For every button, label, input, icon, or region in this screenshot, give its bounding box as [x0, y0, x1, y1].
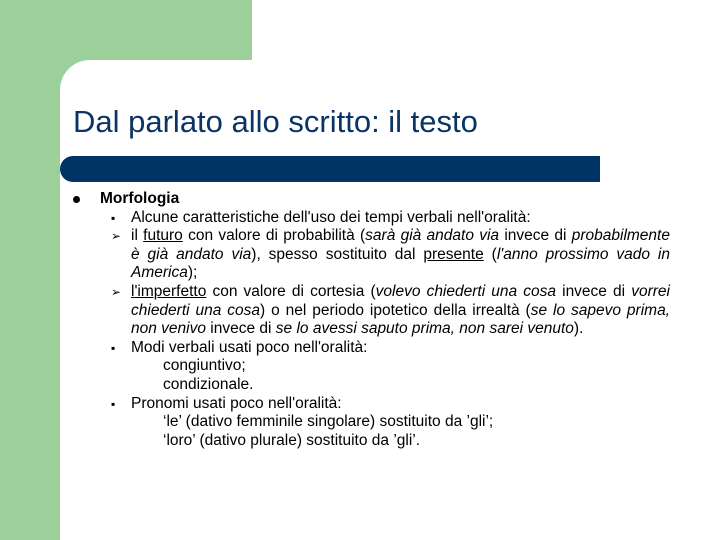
- slide-title: Dal parlato allo scritto: il testo: [73, 104, 478, 139]
- arrow-bullet-icon: [111, 283, 121, 303]
- underlined-term: l'imperfetto: [131, 282, 207, 300]
- arrow-bullet-icon: [111, 227, 121, 247]
- list-item-tempi: [60, 209, 670, 228]
- text-segment: ) o nel periodo ipotetico della irrealtà (: [260, 301, 531, 319]
- square-bullet-icon: [111, 339, 115, 359]
- underlined-term: futuro: [143, 227, 183, 245]
- square-bullet-icon: [111, 209, 115, 229]
- text-segment: invece di: [499, 227, 572, 245]
- italic-example: l'anno prossimo vado in America: [131, 245, 671, 282]
- heading-item: [60, 190, 670, 209]
- text-segment: invece di: [205, 320, 276, 338]
- title-underline-bar: [60, 156, 600, 182]
- list-item-pronomi: [60, 395, 670, 414]
- text-segment: invece di: [556, 282, 632, 300]
- heading-text: Morfologia: [100, 190, 180, 207]
- list-item-text: Modi verbali usati poco nell'oralità:: [131, 338, 368, 356]
- italic-example: se lo sapevo prima, non venivo: [131, 301, 670, 338]
- sub-line: condizionale.: [163, 375, 254, 393]
- sub-line: ‘le’ (dativo femminile singolare) sostituito da ’gli’;: [163, 413, 494, 431]
- italic-example: volevo chiederti una cosa: [375, 282, 556, 300]
- text-segment: );: [187, 264, 198, 282]
- list-item-futuro: [60, 227, 670, 283]
- round-bullet-icon: [73, 196, 80, 203]
- italic-example: probabilmente è già andato via: [131, 227, 670, 263]
- square-bullet-icon: [111, 395, 115, 415]
- text-segment: ).: [573, 320, 584, 338]
- italic-example: vorrei chiederti una cosa: [131, 282, 670, 319]
- list-item-text: Alcune caratteristiche dell'uso dei tempi verbali nell'oralità:: [131, 208, 531, 226]
- text-segment: con valore di probabilità (: [182, 227, 366, 245]
- text-segment: (: [483, 245, 497, 263]
- text-segment: con valore di cortesia (: [206, 282, 376, 300]
- slide-content: [60, 190, 670, 450]
- list-item-text: Pronomi usati poco nell'oralità:: [131, 394, 342, 412]
- sub-line: congiuntivo;: [163, 357, 246, 375]
- list-item-imperfetto: [60, 283, 670, 339]
- underlined-term: presente: [423, 245, 484, 263]
- decorative-green-strip: [0, 0, 60, 540]
- sub-line: ‘loro’ (dativo plurale) sostituito da ’gli’.: [163, 431, 421, 449]
- italic-example: se lo avessi saputo prima, non sarei venuto: [275, 320, 574, 338]
- list-item-modi: [60, 339, 670, 358]
- italic-example: sarà già andato via: [365, 227, 500, 245]
- text-segment: il: [131, 227, 144, 245]
- text-segment: ), spesso sostituito dal: [251, 245, 424, 263]
